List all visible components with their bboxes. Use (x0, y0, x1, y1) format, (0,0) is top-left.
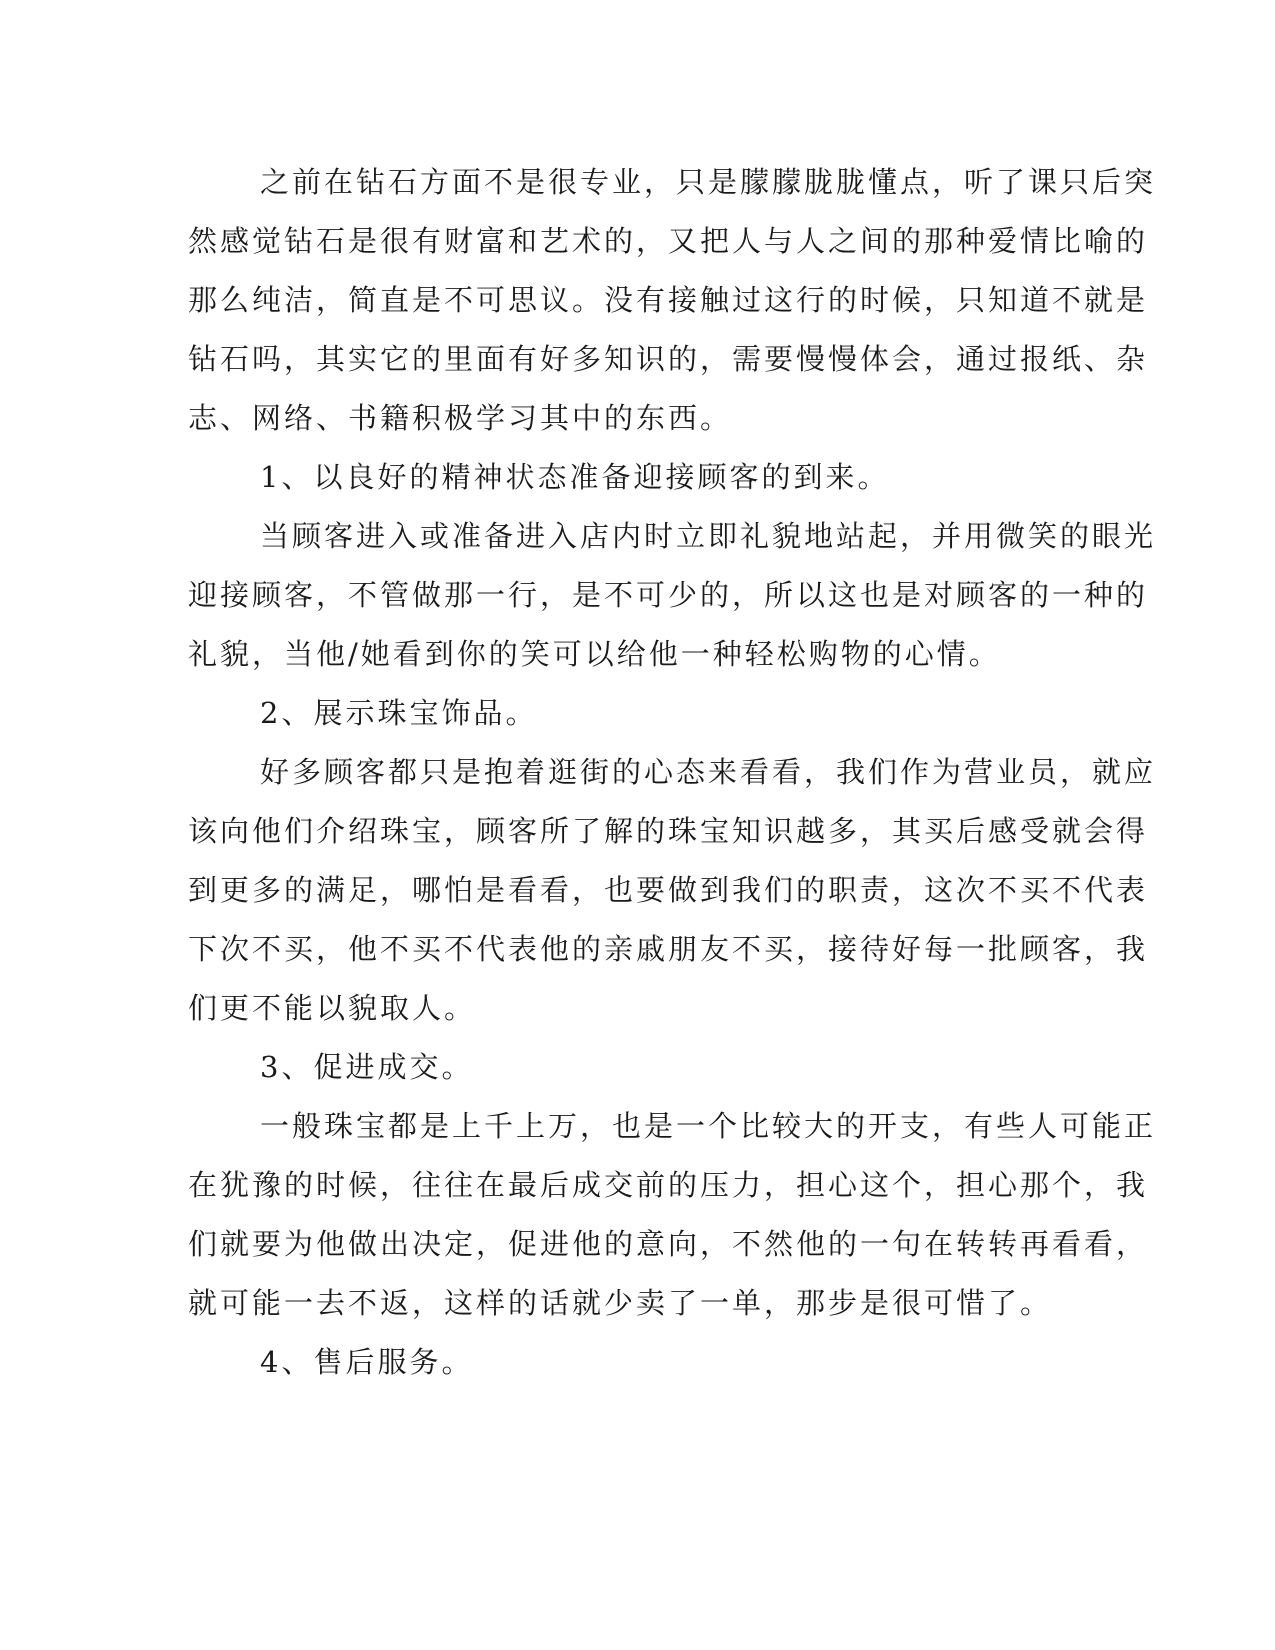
paragraph-2-line-2: 迎接顾客，不管做那一行，是不可少的，所以这也是对顾客的一种的 (188, 578, 1149, 612)
paragraph-3-line-1: 好多顾客都只是抱着逛街的心态来看看，我们作为营业员，就应 (260, 755, 1157, 789)
paragraph-1-line-1: 之前在钻石方面不是很专业，只是朦朦胧胧懂点，听了课只后突 (260, 165, 1157, 199)
paragraph-4-line-3: 们就要为他做出决定，促进他的意向，不然他的一句在转转再看看， (188, 1227, 1149, 1261)
paragraph-4-line-2: 在犹豫的时候，往往在最后成交前的压力，担心这个，担心那个，我 (188, 1168, 1149, 1202)
paragraph-2-line-3: 礼貌，当他/她看到你的笑可以给他一种轻松购物的心情。 (188, 637, 1001, 671)
paragraph-1-line-2: 然感觉钻石是很有财富和艺术的，又把人与人之间的那种爱情比喻的 (188, 224, 1149, 258)
paragraph-3-line-5: 们更不能以貌取人。 (188, 991, 477, 1025)
paragraph-3-line-3: 到更多的满足，哪怕是看看，也要做到我们的职责，这次不买不代表 (188, 873, 1149, 907)
paragraph-1-line-4: 钻石吗，其实它的里面有好多知识的，需要慢慢体会，通过报纸、杂 (188, 342, 1149, 376)
paragraph-1-line-5: 志、网络、书籍积极学习其中的东西。 (188, 401, 733, 435)
paragraph-3-line-4: 下次不买，他不买不代表他的亲戚朋友不买，接待好每一批顾客，我 (188, 932, 1149, 966)
paragraph-2-line-1: 当顾客进入或准备进入店内时立即礼貌地站起，并用微笑的眼光 (260, 519, 1157, 553)
section-heading-4: 4、售后服务。 (260, 1345, 474, 1379)
section-heading-3: 3、促进成交。 (260, 1050, 474, 1084)
paragraph-3-line-2: 该向他们介绍珠宝，顾客所了解的珠宝知识越多，其买后感受就会得 (188, 814, 1149, 848)
paragraph-4-line-4: 就可能一去不返，这样的话就少卖了一单，那步是很可惜了。 (188, 1286, 1053, 1320)
section-heading-1: 1、以良好的精神状态准备迎接顾客的到来。 (260, 460, 890, 494)
paragraph-4-line-1: 一般珠宝都是上千上万，也是一个比较大的开支，有些人可能正 (260, 1109, 1157, 1143)
paragraph-1-line-3: 那么纯洁，简直是不可思议。没有接触过这行的时候，只知道不就是 (188, 283, 1149, 317)
section-heading-2: 2、展示珠宝饰品。 (260, 696, 538, 730)
